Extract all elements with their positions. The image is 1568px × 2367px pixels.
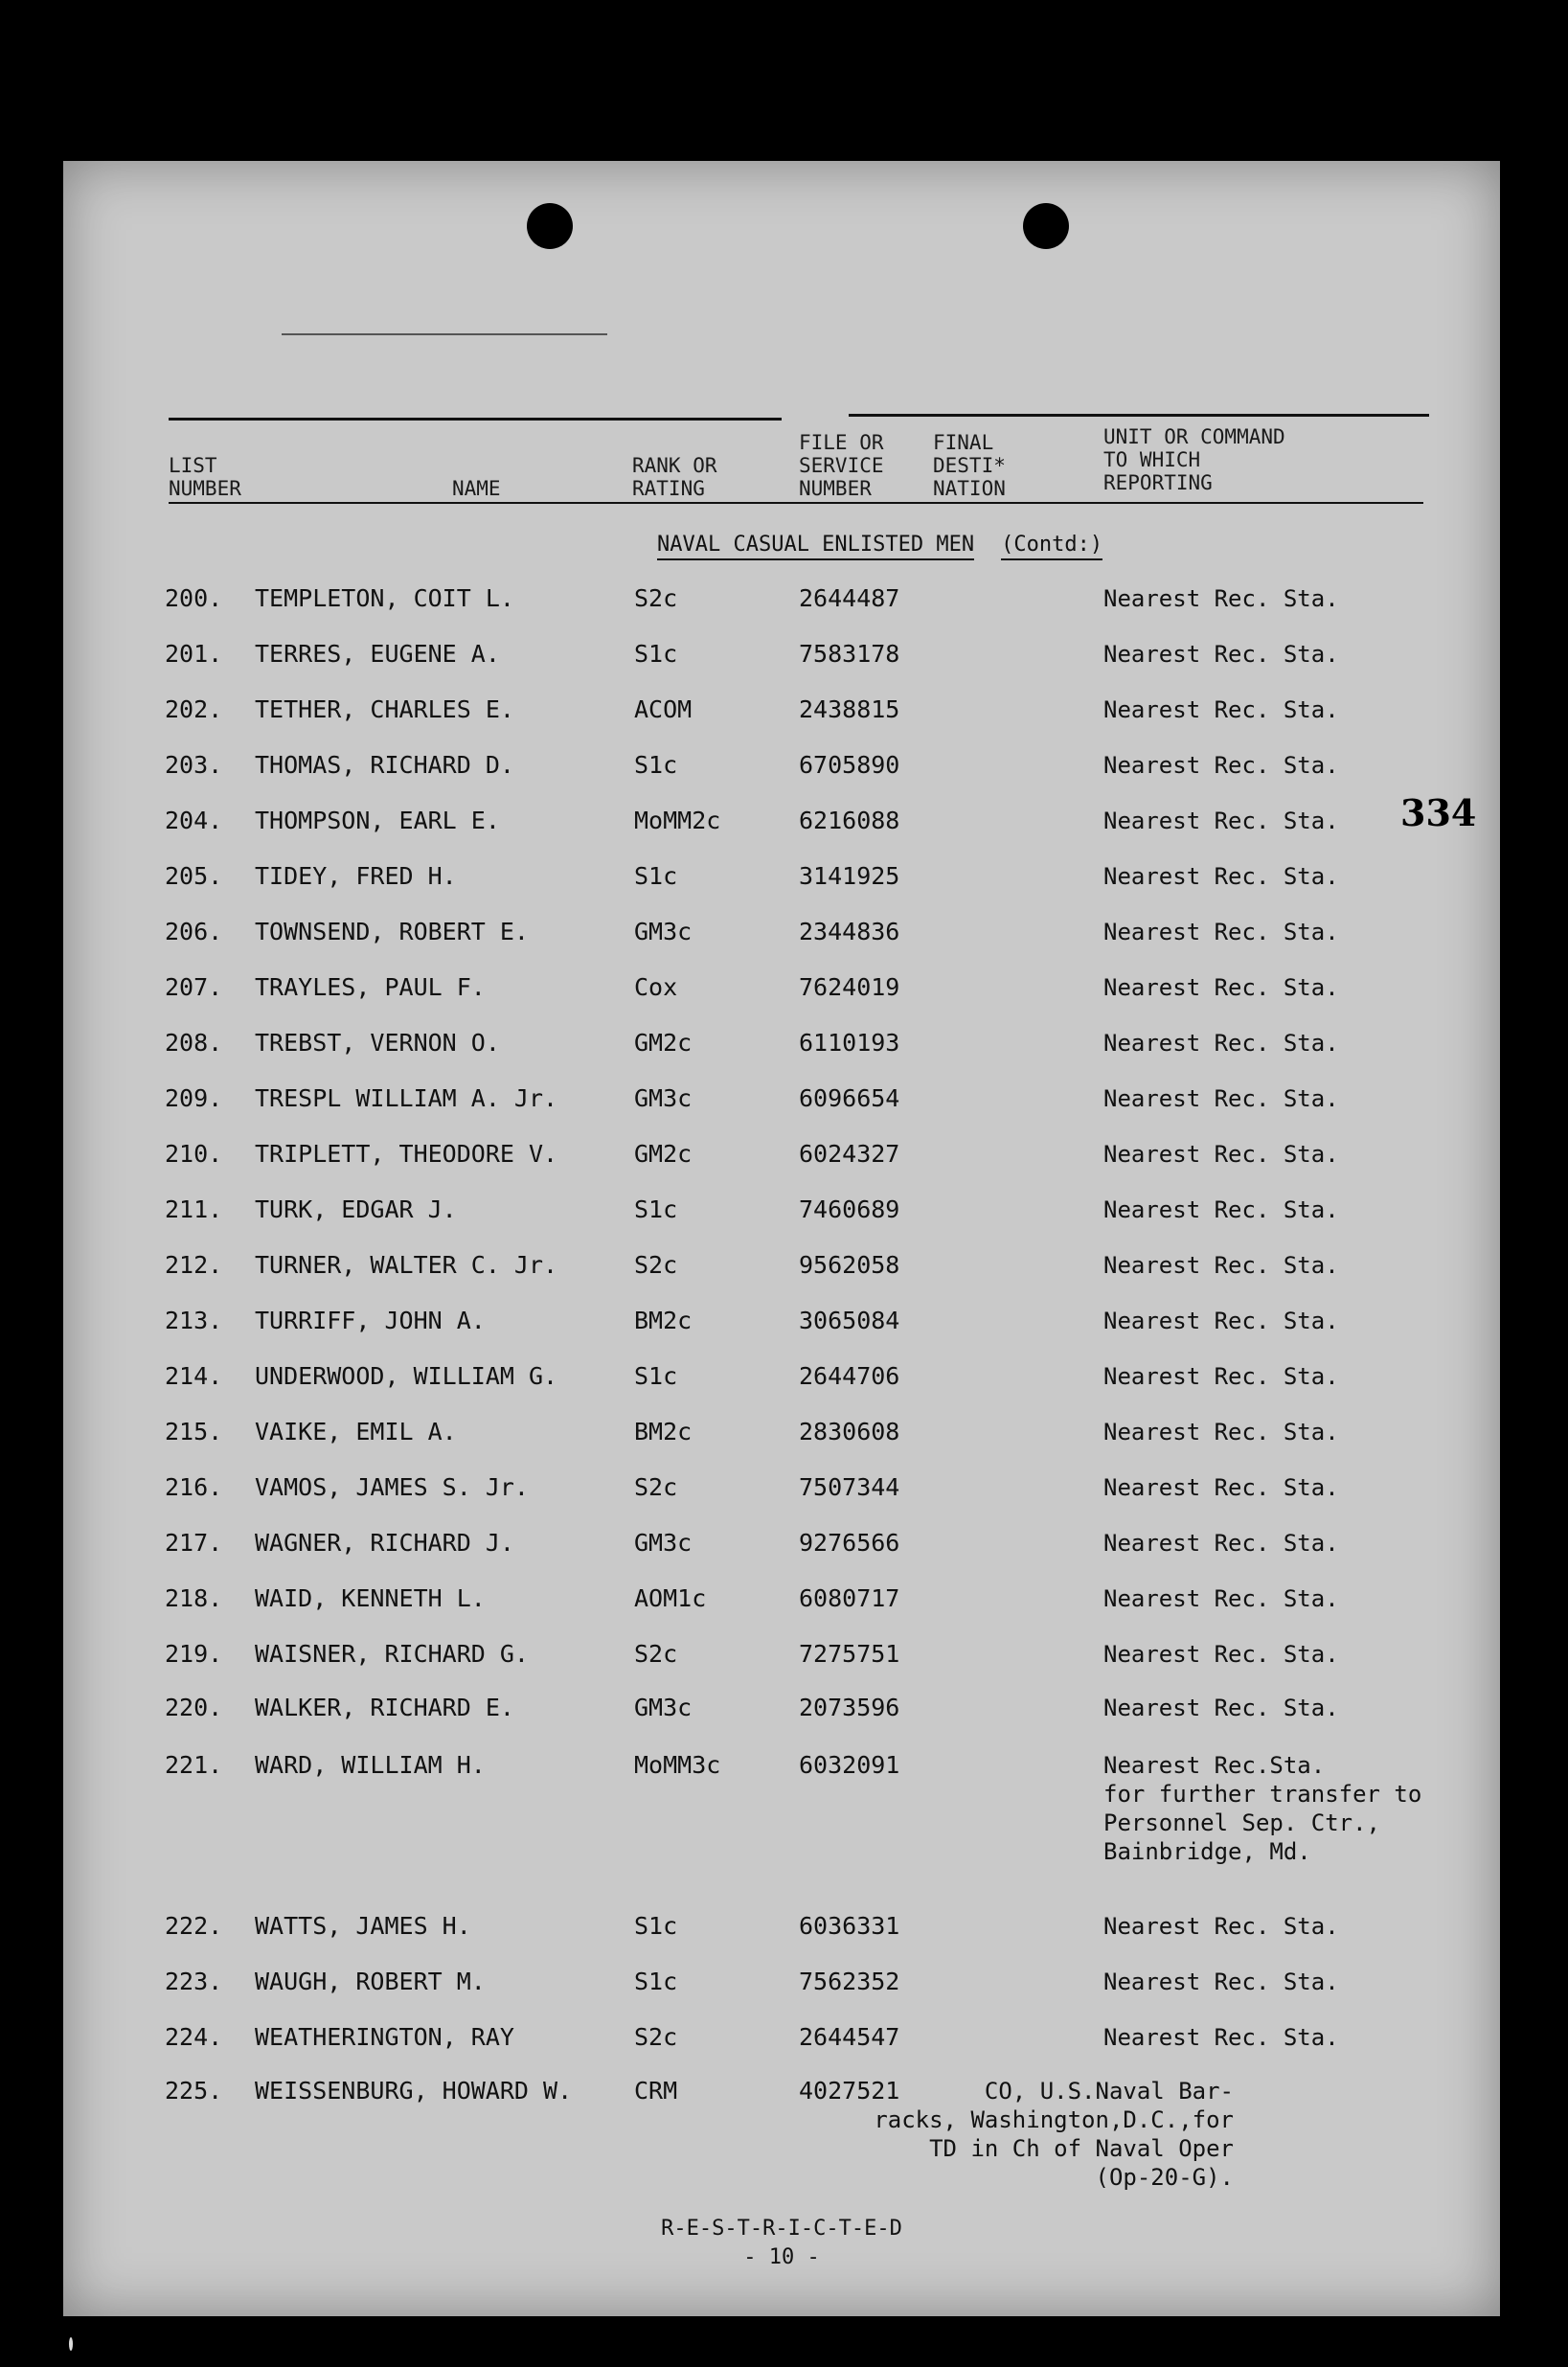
row-service-number: 9562058 — [799, 1251, 900, 1279]
row-rating: GM2c — [634, 1029, 693, 1057]
table-row — [63, 862, 1500, 918]
row-service-number: 2644706 — [799, 1362, 900, 1390]
document-page — [63, 161, 1500, 2316]
row-unit: Nearest Rec. Sta. — [1103, 1913, 1339, 1940]
row-unit: Nearest Rec. Sta. — [1103, 863, 1339, 890]
table-row — [63, 807, 1500, 862]
row-number: 217. — [165, 1529, 223, 1557]
row-service-number: 6032091 — [799, 1751, 900, 1779]
row-name: TURRIFF, JOHN A. — [255, 1307, 486, 1334]
table-row — [63, 2023, 1500, 2079]
row-unit: Nearest Rec. Sta. — [1103, 752, 1339, 779]
table-row — [63, 1912, 1500, 1968]
row-rating: GM3c — [634, 918, 693, 945]
page-number: - 10 - — [743, 2245, 820, 2269]
row-rating: Cox — [634, 973, 678, 1001]
row-rating: GM3c — [634, 1694, 693, 1721]
row-rating: S1c — [634, 1912, 678, 1940]
table-row — [63, 1584, 1500, 1640]
row-rating: S1c — [634, 751, 678, 779]
row-unit: Nearest Rec. Sta. — [1103, 696, 1339, 723]
row-name: TETHER, CHARLES E. — [255, 695, 514, 723]
table-row — [63, 1084, 1500, 1140]
header-unit: UNIT OR COMMAND TO WHICH REPORTING — [1103, 425, 1285, 494]
row-rating: AOM1c — [634, 1584, 707, 1612]
row-name: VAMOS, JAMES S. Jr. — [255, 1473, 529, 1501]
row-service-number: 9276566 — [799, 1529, 900, 1557]
row-service-number: 7507344 — [799, 1473, 900, 1501]
row-name: TEMPLETON, COIT L. — [255, 584, 514, 612]
row-unit: Nearest Rec. Sta. — [1103, 1308, 1339, 1334]
row-service-number: 3141925 — [799, 862, 900, 890]
section-contd: (Contd:) — [1001, 533, 1102, 560]
table-row — [63, 1140, 1500, 1195]
row-unit: Nearest Rec. Sta. — [1103, 1141, 1339, 1168]
header-bottom-rule — [169, 502, 1423, 504]
table-row — [63, 1029, 1500, 1084]
row-service-number: 7624019 — [799, 973, 900, 1001]
table-row — [63, 1968, 1500, 2023]
row-service-number: 6096654 — [799, 1084, 900, 1112]
row-unit: Nearest Rec. Sta. — [1103, 1085, 1339, 1112]
row-service-number: 2073596 — [799, 1694, 900, 1721]
table-row — [63, 1307, 1500, 1362]
row-rating: S2c — [634, 1473, 678, 1501]
row-unit: Nearest Rec. Sta. — [1103, 1474, 1339, 1501]
row-unit: Nearest Rec. Sta. — [1103, 1196, 1339, 1223]
row-service-number: 3065084 — [799, 1307, 900, 1334]
row-number: 224. — [165, 2023, 223, 2051]
row-name: TURNER, WALTER C. Jr. — [255, 1251, 558, 1279]
row-unit: Nearest Rec. Sta. — [1103, 1252, 1339, 1279]
table-row — [63, 1362, 1500, 1418]
row-rating: S2c — [634, 2023, 678, 2051]
section-title: NAVAL CASUAL ENLISTED MEN — [657, 533, 974, 560]
row-rating: CRM — [634, 2077, 678, 2105]
row-unit: Nearest Rec. Sta. — [1103, 641, 1339, 668]
row-number: 200. — [165, 584, 223, 612]
row-service-number: 2830608 — [799, 1418, 900, 1445]
edge-speck — [69, 2337, 73, 2351]
row-service-number: 6216088 — [799, 807, 900, 834]
row-unit: Nearest Rec. Sta. — [1103, 1695, 1339, 1721]
row-number: 208. — [165, 1029, 223, 1057]
row-name: TRIPLETT, THEODORE V. — [255, 1140, 558, 1168]
row-service-number: 6110193 — [799, 1029, 900, 1057]
row-rating: BM2c — [634, 1307, 693, 1334]
row-unit: Nearest Rec. Sta. — [1103, 1530, 1339, 1557]
row-unit: Nearest Rec. Sta. — [1103, 1585, 1339, 1612]
row-unit: Nearest Rec. Sta. — [1103, 808, 1339, 834]
row-name: WATTS, JAMES H. — [255, 1912, 471, 1940]
page-stamp-number: 334 — [1400, 791, 1477, 834]
row-name: TREBST, VERNON O. — [255, 1029, 500, 1057]
table-row — [63, 1418, 1500, 1473]
row-number: 205. — [165, 862, 223, 890]
table-row — [63, 918, 1500, 973]
row-name: TIDEY, FRED H. — [255, 862, 457, 890]
row-unit: Nearest Rec. Sta. — [1103, 1030, 1339, 1057]
header-name: NAME — [452, 477, 501, 500]
row-rating: S2c — [634, 584, 678, 612]
row-unit: Nearest Rec. Sta. — [1103, 1969, 1339, 1995]
row-service-number: 6705890 — [799, 751, 900, 779]
row-number: 222. — [165, 1912, 223, 1940]
row-rating: MoMM2c — [634, 807, 721, 834]
row-unit: Nearest Rec. Sta. — [1103, 974, 1339, 1001]
row-unit: Nearest Rec. Sta. — [1103, 1641, 1339, 1668]
row-name: WALKER, RICHARD E. — [255, 1694, 514, 1721]
row-name: TURK, EDGAR J. — [255, 1195, 457, 1223]
row-rating: S1c — [634, 1362, 678, 1390]
table-row — [63, 2077, 1500, 2191]
row-unit: Nearest Rec. Sta. — [1103, 1363, 1339, 1390]
row-name: TERRES, EUGENE A. — [255, 640, 500, 668]
row-service-number: 7275751 — [799, 1640, 900, 1668]
row-rating: S1c — [634, 640, 678, 668]
row-service-number: 7562352 — [799, 1968, 900, 1995]
row-service-number: 2438815 — [799, 695, 900, 723]
table-row — [63, 1251, 1500, 1307]
header-top-rule-left — [169, 418, 782, 421]
row-rating: MoMM3c — [634, 1751, 721, 1779]
header-rank: RANK OR RATING — [632, 454, 717, 500]
row-number: 201. — [165, 640, 223, 668]
table-row — [63, 1473, 1500, 1529]
row-name: WEATHERINGTON, RAY — [255, 2023, 514, 2051]
row-unit: Nearest Rec. Sta. — [1103, 1419, 1339, 1445]
restricted-label: R-E-S-T-R-I-C-T-E-D — [661, 2217, 902, 2241]
row-number: 204. — [165, 807, 223, 834]
table-row — [63, 640, 1500, 695]
row-name: TOWNSEND, ROBERT E. — [255, 918, 529, 945]
row-service-number: 2644547 — [799, 2023, 900, 2051]
table-row — [63, 1195, 1500, 1251]
row-number: 219. — [165, 1640, 223, 1668]
header-file: FILE OR SERVICE NUMBER — [799, 431, 884, 500]
row-unit: Nearest Rec. Sta. — [1103, 2024, 1339, 2051]
row-rating: S2c — [634, 1640, 678, 1668]
row-number: 215. — [165, 1418, 223, 1445]
row-service-number: 6024327 — [799, 1140, 900, 1168]
row-rating: S2c — [634, 1251, 678, 1279]
table-row — [63, 1751, 1500, 1865]
row-name: UNDERWOOD, WILLIAM G. — [255, 1362, 558, 1390]
row-number: 218. — [165, 1584, 223, 1612]
punch-hole-right — [1023, 203, 1069, 249]
row-service-number: 4027521 — [799, 2077, 900, 2105]
row-number: 206. — [165, 918, 223, 945]
row-unit: Nearest Rec.Sta. for further transfer to Personnel Sep. Ctr., Bainbridge, Md. — [1103, 1752, 1422, 1865]
row-service-number: 2644487 — [799, 584, 900, 612]
table-row — [63, 973, 1500, 1029]
row-number: 221. — [165, 1751, 223, 1779]
row-rating: S1c — [634, 1195, 678, 1223]
row-name: WEISSENBURG, HOWARD W. — [255, 2077, 573, 2105]
row-name: WAID, KENNETH L. — [255, 1584, 486, 1612]
row-rating: BM2c — [634, 1418, 693, 1445]
row-service-number: 7583178 — [799, 640, 900, 668]
row-number: 223. — [165, 1968, 223, 1995]
row-rating: GM3c — [634, 1084, 693, 1112]
punch-hole-left — [527, 203, 573, 249]
row-rating: S1c — [634, 1968, 678, 1995]
row-rating: GM3c — [634, 1529, 693, 1557]
row-name: WAUGH, ROBERT M. — [255, 1968, 486, 1995]
row-service-number: 7460689 — [799, 1195, 900, 1223]
table-row — [63, 695, 1500, 751]
row-name: WAISNER, RICHARD G. — [255, 1640, 529, 1668]
table-row — [63, 1640, 1500, 1696]
table-row — [63, 751, 1500, 807]
faint-rule — [282, 333, 607, 335]
row-number: 202. — [165, 695, 223, 723]
row-number: 225. — [165, 2077, 223, 2105]
row-rating: GM2c — [634, 1140, 693, 1168]
row-number: 213. — [165, 1307, 223, 1334]
row-number: 216. — [165, 1473, 223, 1501]
section-heading — [657, 533, 1102, 557]
row-service-number: 2344836 — [799, 918, 900, 945]
header-list-number: LIST NUMBER — [169, 454, 241, 500]
row-service-number: 6036331 — [799, 1912, 900, 1940]
row-rating: S1c — [634, 862, 678, 890]
header-top-rule-right — [849, 414, 1429, 417]
row-number: 209. — [165, 1084, 223, 1112]
row-name: THOMPSON, EARL E. — [255, 807, 500, 834]
row-name: WARD, WILLIAM H. — [255, 1751, 486, 1779]
row-number: 210. — [165, 1140, 223, 1168]
table-row — [63, 1529, 1500, 1584]
row-service-number: 6080717 — [799, 1584, 900, 1612]
header-final-destination: FINAL DESTI* NATION — [933, 431, 1006, 500]
row-name: VAIKE, EMIL A. — [255, 1418, 457, 1445]
row-unit: Nearest Rec. Sta. — [1103, 585, 1339, 612]
row-name: THOMAS, RICHARD D. — [255, 751, 514, 779]
row-name: WAGNER, RICHARD J. — [255, 1529, 514, 1557]
row-number: 212. — [165, 1251, 223, 1279]
row-unit: Nearest Rec. Sta. — [1103, 919, 1339, 945]
row-number: 203. — [165, 751, 223, 779]
row-number: 211. — [165, 1195, 223, 1223]
table-row — [63, 1694, 1500, 1749]
row-name: TRAYLES, PAUL F. — [255, 973, 486, 1001]
row-unit: CO, U.S.Naval Bar- racks, Washington,D.C.,for TD in Ch of Naval Oper (Op-20-G). — [874, 2078, 1234, 2191]
row-number: 214. — [165, 1362, 223, 1390]
row-number: 207. — [165, 973, 223, 1001]
table-row — [63, 584, 1500, 640]
row-rating: ACOM — [634, 695, 693, 723]
row-number: 220. — [165, 1694, 223, 1721]
row-name: TRESPL WILLIAM A. Jr. — [255, 1084, 558, 1112]
